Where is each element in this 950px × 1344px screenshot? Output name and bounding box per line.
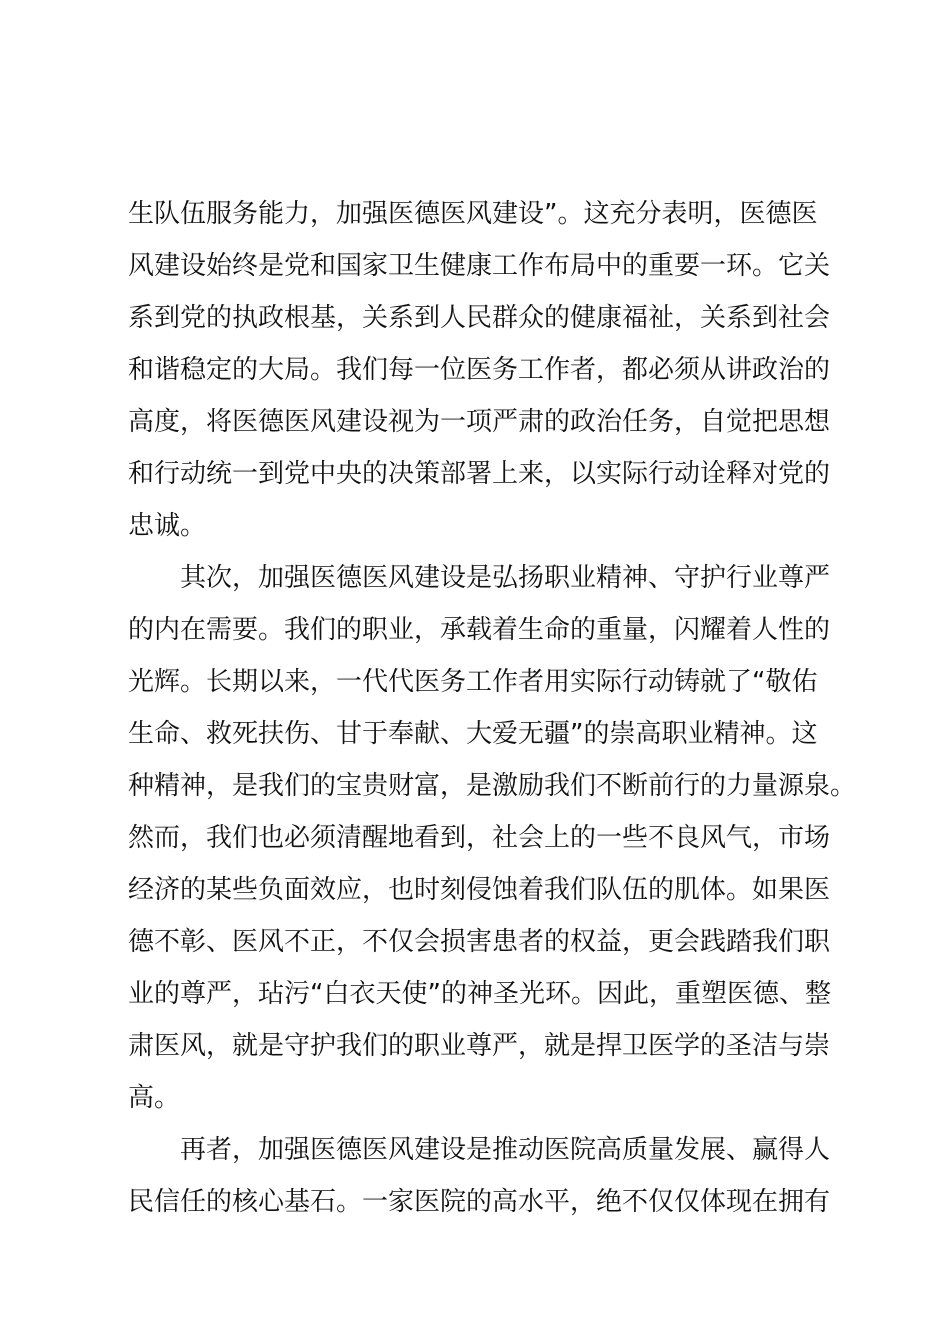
text-line: 业的尊严，玷污“白衣天使”的神圣光环。因此，重塑医德、整 bbox=[128, 979, 831, 1009]
text-line: 的内在需要。我们的职业，承载着生命的重量，闪耀着人性的 bbox=[128, 615, 831, 645]
text-line: 光辉。长期以来，一代代医务工作者用实际行动铸就了“敬佑 bbox=[128, 667, 818, 697]
text-line: 生命、救死扶伤、甘于奉献、大爱无疆”的崇高职业精神。这 bbox=[128, 719, 818, 749]
text-line: 再者，加强医德医风建设是推动医院高质量发展、赢得人 bbox=[128, 1135, 831, 1165]
text-line: 德不彰、医风不正，不仅会损害患者的权益，更会践踏我们职 bbox=[128, 927, 831, 957]
text-line: 和行动统一到党中央的决策部署上来，以实际行动诠释对党的 bbox=[128, 459, 831, 489]
text-line: 肃医风，就是守护我们的职业尊严，就是捍卫医学的圣洁与崇 bbox=[128, 1031, 831, 1061]
text-line: 经济的某些负面效应，也时刻侵蚀着我们队伍的肌体。如果医 bbox=[128, 875, 831, 905]
text-line: 高度，将医德医风建设视为一项严肃的政治任务，自觉把思想 bbox=[128, 407, 831, 437]
text-line: 风建设始终是党和国家卫生健康工作布局中的重要一环。它关 bbox=[128, 251, 831, 281]
text-line: 忠诚。 bbox=[128, 511, 207, 541]
text-line: 然而，我们也必须清醒地看到，社会上的一些不良风气，市场 bbox=[128, 823, 831, 853]
document-body bbox=[128, 188, 857, 1228]
text-line: 种精神，是我们的宝贵财富，是激励我们不断前行的力量源泉。 bbox=[128, 771, 857, 801]
text-line: 民信任的核心基石。一家医院的高水平，绝不仅仅体现在拥有 bbox=[128, 1187, 831, 1217]
text-line: 系到党的执政根基，关系到人民群众的健康福祉，关系到社会 bbox=[128, 303, 831, 333]
text-line: 生队伍服务能力，加强医德医风建设”。这充分表明，医德医 bbox=[128, 199, 818, 229]
text-line: 其次，加强医德医风建设是弘扬职业精神、守护行业尊严 bbox=[128, 563, 831, 593]
text-line: 和谐稳定的大局。我们每一位医务工作者，都必须从讲政治的 bbox=[128, 355, 831, 385]
text-line: 高。 bbox=[128, 1083, 181, 1113]
